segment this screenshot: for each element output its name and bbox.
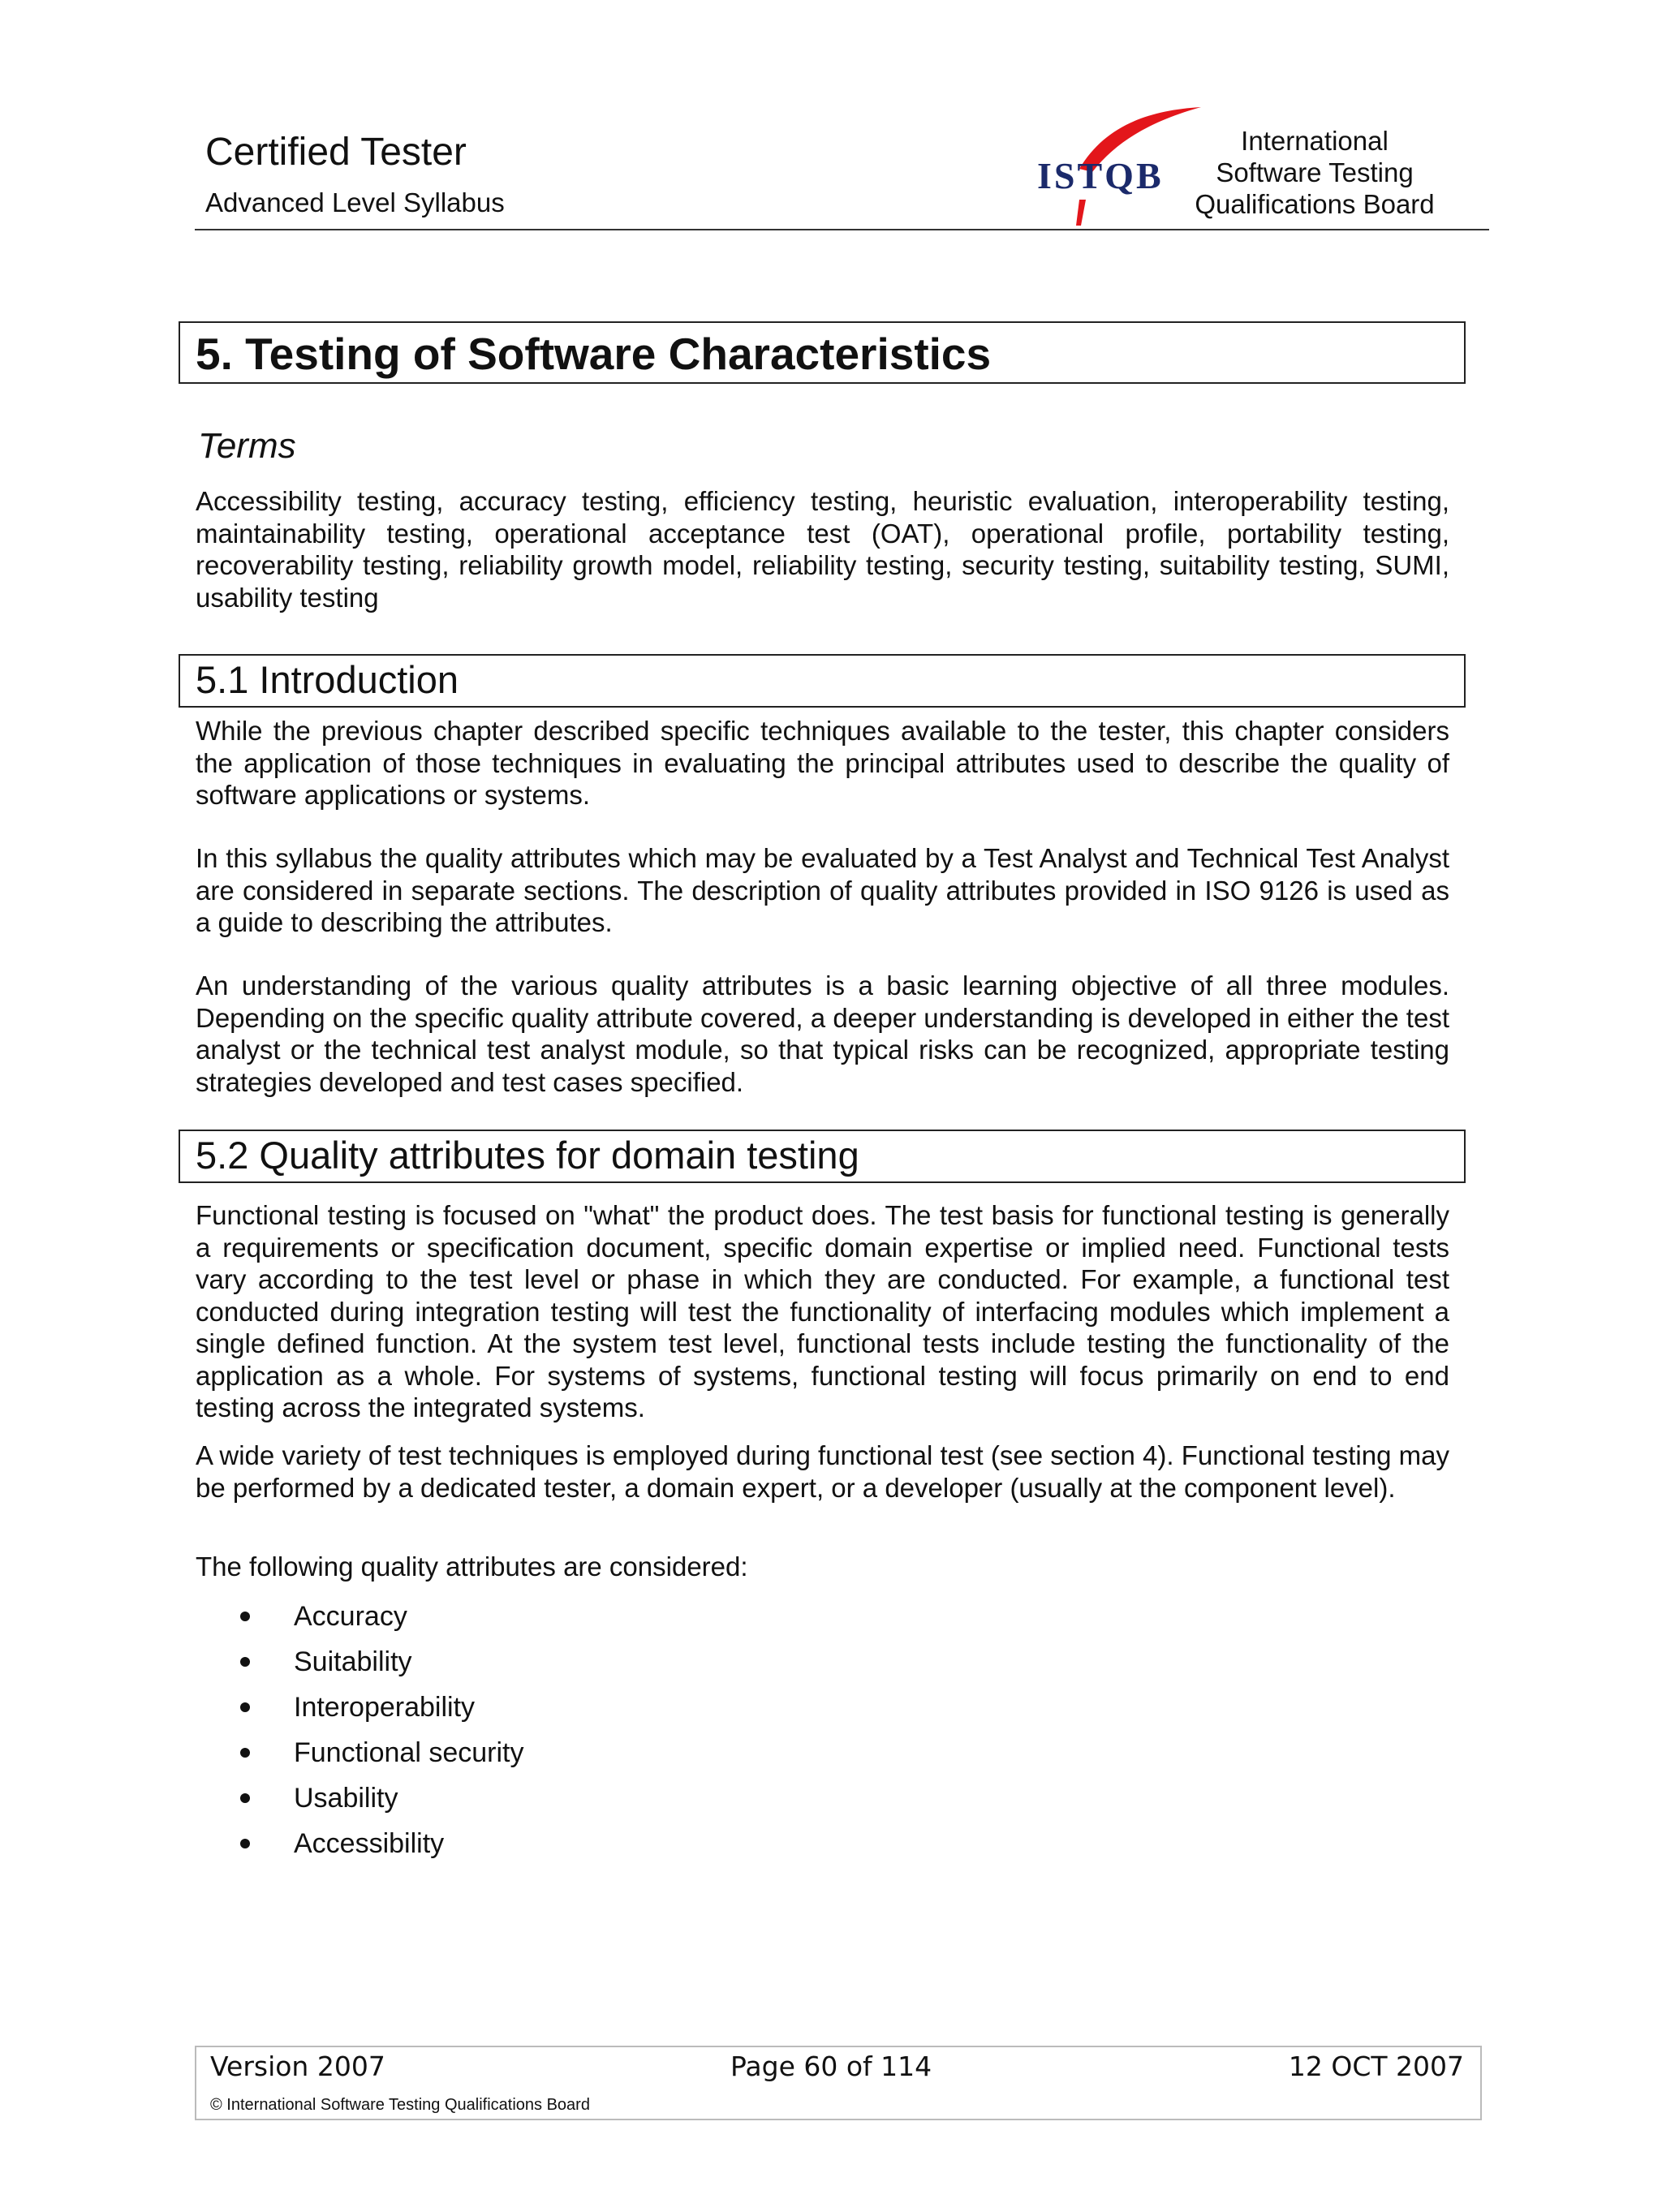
terms-heading: Terms: [198, 426, 296, 466]
footer-copyright: © International Software Testing Qualifications Board: [210, 2096, 590, 2114]
logo-tail: [1076, 200, 1086, 226]
org-line-1: International: [1241, 126, 1389, 156]
quality-attribute-list: [240, 1594, 971, 1866]
list-item-label: Usability: [294, 1782, 398, 1814]
list-item-label: Interoperability: [294, 1691, 476, 1723]
bullet-icon: [240, 1793, 250, 1803]
list-item: [240, 1594, 971, 1639]
list-item: [240, 1730, 971, 1775]
list-item: [240, 1639, 971, 1685]
section-5-1-heading: 5.1 Introduction: [196, 658, 459, 701]
domain-paragraph-3: The following quality attributes are considered:: [196, 1551, 748, 1582]
bullet-icon: [240, 1748, 250, 1758]
bullet-icon: [240, 1657, 250, 1667]
list-item: [240, 1775, 971, 1821]
document-subtitle: Advanced Level Syllabus: [205, 187, 505, 217]
list-item-label: Accuracy: [294, 1600, 407, 1632]
list-item-label: Accessibility: [294, 1827, 445, 1859]
org-line-3: Qualifications Board: [1195, 189, 1435, 219]
list-item-label: Functional security: [294, 1736, 524, 1768]
terms-list: Accessibility testing, accuracy testing, efficiency testing, heuristic evaluation, interoperability testing, maintainability testing, operational acceptance test (OAT), operational profile, portability testing, recoverability testing, reliability growth model, reliability testing, security testing, suitability testing, SUMI, usability testing: [196, 486, 1449, 613]
footer-page-number: Page 60 of 114: [730, 2051, 932, 2082]
logo-text: ISTQB: [1037, 155, 1164, 196]
footer-version: Version 2007: [210, 2051, 385, 2082]
footer-date: 12 OCT 2007: [1288, 2051, 1464, 2082]
list-item: [240, 1821, 971, 1866]
chapter-heading: 5. Testing of Software Characteristics: [196, 329, 992, 379]
domain-paragraph-2: A wide variety of test techniques is employed during functional test (see section 4). Functional testing may be performed by a dedicated tester, a domain expert, or a developer (usually at the component level).: [196, 1440, 1449, 1503]
list-item-label: Suitability: [294, 1646, 412, 1677]
intro-paragraph-2: In this syllabus the quality attributes which may be evaluated by a Test Analyst and Technical Test Analyst are considered in separate sections. The description of quality attributes provided in ISO 9126 is used as a guide to describing the attributes.: [196, 843, 1449, 937]
org-line-2: Software Testing: [1216, 157, 1414, 187]
document-title: Certified Tester: [205, 131, 467, 174]
header-rule: [195, 229, 1489, 230]
section-5-2-heading: 5.2 Quality attributes for domain testing: [196, 1134, 859, 1177]
domain-paragraph-1: Functional testing is focused on "what" the product does. The test basis for functional testing is generally a requirements or specification document, specific domain expertise or implied need. Functional tests vary according to the test level or phase in which they are conducted. For example, a functional test conducted during integration testing will test the functionality of interfacing modules which implement a single defined function. At the system test level, functional tests include testing the functionality of the application as a whole. For systems of systems, functional testing will focus primarily on end to end testing across the integrated systems.: [196, 1200, 1449, 1422]
intro-paragraph-3: An understanding of the various quality attributes is a basic learning objective of all three modules. Depending on the specific quality attribute covered, a deeper understanding is developed in either the test analyst or the technical test analyst module, so that typical risks can be recognized, appropriate testing strategies developed and test cases specified.: [196, 970, 1449, 1097]
list-item: [240, 1685, 971, 1730]
bullet-icon: [240, 1839, 250, 1848]
org-name: [1177, 125, 1453, 220]
bullet-icon: [240, 1702, 250, 1712]
bullet-icon: [240, 1612, 250, 1621]
intro-paragraph-1: While the previous chapter described specific techniques available to the tester, this chapter considers the application of those techniques in evaluating the principal attributes used to describe the quality of software applications or systems.: [196, 716, 1449, 810]
